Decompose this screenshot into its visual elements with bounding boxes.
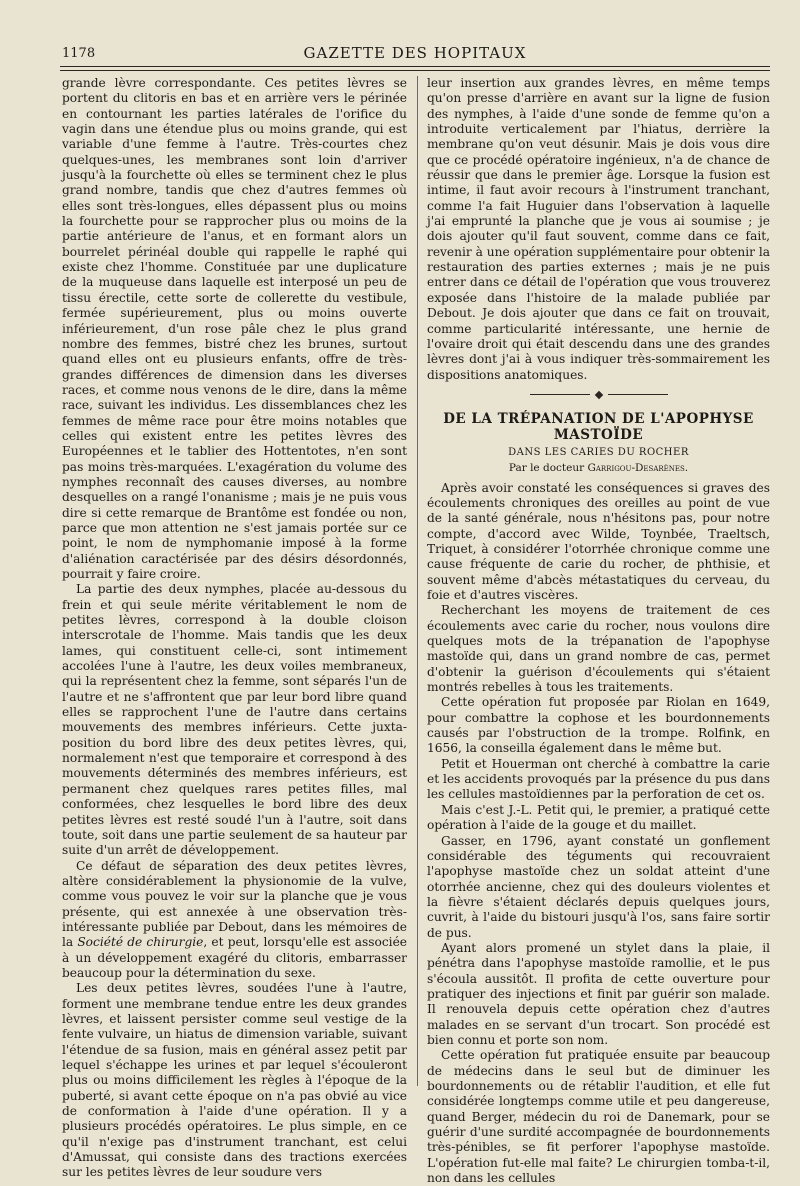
page-header: [60, 42, 770, 68]
left-column: [62, 76, 407, 1181]
right-intro-paragraph: leur insertion aux grandes lèvres, en même temps qu'on presse d'arrière en avant sur la ligne de fusion des nymphes, à l'aide d'une sonde de femme qu'on a introduite verticalement par l'hiatus, derrière la membrane qu'on veut désunir. Mais je dois vous dire que ce procédé opératoire ingénieux, n'a de chance de réussir que dans le premier âge. Lorsque la fusion est intime, il faut avoir recours à l'instrument tranchant, comme l'a fait Huguier dans l'observation à laquelle j'ai emprunté la planche que je vous ai soumise ; je dois ajouter qu'il faut souvent, comme dans ce fait, revenir à une opération supplémentaire pour obtenir la restauration des parties externes ; mais je ne puis entrer dans ce détail de l'opération que vous trouverez exposée dans l'histoire de la malade publiée par Debout. Je dois ajouter que dans ce fait on trouvait, comme particularité intéressante, une hernie de l'ovaire droit qui était descendu dans une des grandes lèvres dont j'ai à vous indiquer très-sommairement les dispositions anatomiques.: [427, 76, 770, 382]
right-paragraph-5: Mais c'est J.-L. Petit qui, le premier, a pratiqué cette opération à l'aide de la gouge et du maillet.: [427, 802, 770, 833]
left-paragraph-1: grande lèvre correspondante. Ces petites lèvres se portent du clitoris en bas et en arrière vers le périnée en contournant les parties latérales de l'orifice du vagin dans une étendue plus ou moins grande, qui est variable d'une femme à l'autre. Très-courtes chez quelques-unes, les membranes sont loin d'arriver jusqu'à la fourchette où elles se terminent chez le plus grand nombre, tandis que chez d'autres femmes où elles sont très-longues, elles dépassent plus ou moins la fourchette pour se rapprocher plus ou moins de la partie antérieure de l'anus, et en formant alors un bourrelet périnéal double qui rappelle le raphé qui existe chez l'homme. Constituée par une duplicature de la muqueuse dans laquelle est interposé un peu de tissu érectile, cette sorte de collerette du vestibule, fermée supérieurement, plus ou moins ouverte inférieurement, d'un rose pâle chez le plus grand nombre des femmes, bistré chez les brunes, surtout quand elles ont eu plusieurs enfants, offre de très-grandes différences de dimension dans les diverses races, et comme nous venons de le dire, dans la même race, suivant les individus. Les dissemblances chez les femmes de même race pour être moins notables que celles qui existent entre les petites lèvres des Européennes et le tablier des Hottentotes, n'en sont pas moins très-marquées. L'exagération du volume des nymphes reconnaît des causes diverses, au nombre desquelles on a rangé l'onanisme ; mais je ne puis vous dire si cette remarque de Brantôme est fondée ou non, parce que mon attention ne s'est jamais portée sur ce point, le nom de nymphomanie imposé à la forme d'aliénation caractérisée par des désirs désordonnés, pourrait y faire croire.: [62, 76, 407, 581]
header-rule-top: [60, 66, 770, 67]
article-heading: [427, 412, 770, 476]
page-number: 1178: [62, 46, 96, 61]
right-paragraph-1: Après avoir constaté les conséquences si graves des écoulements chroniques des oreilles au point de vue de la santé générale, nous n'hésitons pas, pour notre compte, d'accord avec Wilde, Toynbée, Traeltsch, Triquet, à considérer l'otorrhée chronique comme une cause fréquente de carie du rocher, de phthisie, et souvent même d'abcès métastatiques du cerveau, du foie et d'autres viscères.: [427, 480, 770, 602]
author-name: Garrigou-Desarènes.: [587, 462, 689, 475]
left-paragraph-4: Les deux petites lèvres, soudées l'une à l'autre, forment une membrane tendue entre les deux grandes lèvres, et laissent persister comme seul vestige de la fente vulvaire, un hiatus de dimension variable, suivant l'étendue de sa fusion, mais en général assez petit par lequel s'échappe les urines et par lequel s'écouleront plus ou moins difficilement les règles à l'époque de la puberté, si avant cette époque on n'a pas obvié au vice de conformation à l'aide d'une opération. Il y a plusieurs procédés opératoires. Le plus simple, en ce qu'il n'exige pas d'instrument tranchant, est celui d'Amussat, qui consiste dans des tractions exercées sur les petites lèvres de leur soudure vers: [62, 981, 407, 1180]
right-column: [427, 76, 770, 1186]
header-rule-bottom: [60, 70, 770, 71]
article-author-line: [427, 461, 770, 476]
right-paragraph-3: Cette opération fut proposée par Riolan en 1649, pour combattre la cophose et les bourdonnements causés par l'obstruction de la trompe. Rolfink, en 1656, la conseilla également dans le même but.: [427, 695, 770, 756]
author-prefix: Par le docteur: [508, 462, 585, 475]
right-paragraph-6: Gasser, en 1796, ayant constaté un gonflement considérable des téguments qui recouvraient l'apophyse mastoïde chez un soldat atteint d'une otorrhée ancienne, chez qui des douleurs violentes et la fièvre s'étaient déclarés depuis quelques jours, cuvrit, à l'aide du bistouri jusqu'à l'os, sans faire sortir de pus.: [427, 833, 770, 940]
section-separator: [427, 387, 770, 402]
left-paragraph-2: La partie des deux nymphes, placée au-dessous du frein et qui seule mérite véritablement le nom de petites lèvres, correspond à la double cloison interscrotale de l'homme. Mais tandis que les deux lames, qui constituent celle-ci, sont intimement accolées l'une à l'autre, les deux voiles membraneux, qui la représentent chez la femme, sont séparés l'un de l'autre et ne s'affrontent que par leur bord libre quand elles se rapprochent l'une de l'autre dans certains mouvements des membres inférieurs. Cette juxta-position du bord libre des deux petites lèvres, qui, normalement n'est que temporaire et correspond à des mouvements déterminés des membres inférieurs, est permanent chez quelques rares petites filles, mal conformées, chez lesquelles le bord libre des deux petites lèvres est resté soudé l'un à l'autre, soit dans toute, soit dans une partie seulement de sa hauteur par suite d'un arrêt de développement.: [62, 582, 407, 858]
right-paragraph-8: Cette opération fut pratiquée ensuite par beaucoup de médecins dans le seul but de diminuer les bourdonnements ou de rétablir l'audition, et elle fut considérée longtemps comme utile et peu dangereuse, quand Berger, médecin du roi de Danemark, pour se guérir d'une surdité accompagnée de bourdonnements très-pénibles, se fit perforer l'apophyse mastoïde. L'opération fut-elle mal faite? Le chirurgien tomba-t-il, non dans les cellules: [427, 1048, 770, 1186]
right-paragraph-4: Petit et Houerman ont cherché à combattre la carie et les accidents provoqués par la présence du pus dans les cellules mastoïdiennes par la perforation de cet os.: [427, 756, 770, 802]
right-paragraph-2: Recherchant les moyens de traitement de ces écoulements avec carie du rocher, nous voulons dire quelques mots de la trépanation de l'apophyse mastoïde qui, dans un grand nombre de cas, permet d'obtenir la guérison d'écoulements qui s'étaient montrés rebelles à tous les traitements.: [427, 603, 770, 695]
journal-title: GAZETTE DES HOPITAUX: [303, 44, 527, 62]
right-paragraph-7: Ayant alors promené un stylet dans la plaie, il pénétra dans l'apophyse mastoïde ramollie, et le pus s'écoula aussitôt. Il profita de cette ouverture pour pratiquer des injections et finit par guérir son malade. Il renouvela depuis cette opération chez d'autres malades en se servant d'un trocart. Son procédé est bien connu et porte son nom.: [427, 940, 770, 1047]
society-name: Société de chirurgie: [77, 935, 204, 950]
article-title: DE LA TRÉPANATION DE L'APOPHYSE MASTOÏDE: [443, 411, 754, 443]
column-divider: [417, 76, 418, 1086]
left-paragraph-3: Ce défaut de séparation des deux petites lèvres, altère considérablement la physionomie de la vulve, comme vous pouvez le voir sur la planche que je vous présente, qui est annexée à une observation très-intéressante publiée par Debout, dans les mémoires de la Société de chirurgie, et peut, lorsqu'elle est associée à un développement exagéré du clitoris, embarrasser beaucoup pour la détermination du sexe.: [62, 858, 407, 980]
article-subtitle: DANS LES CARIES DU ROCHER: [508, 446, 689, 458]
